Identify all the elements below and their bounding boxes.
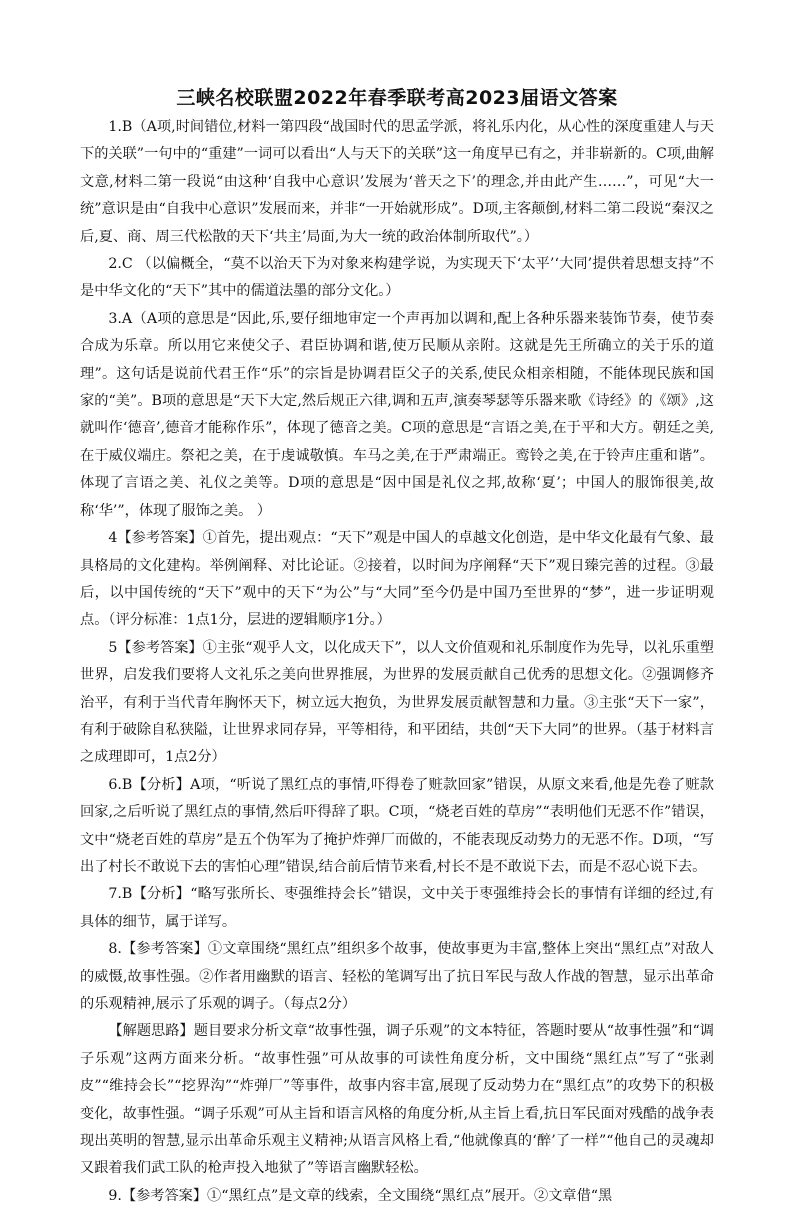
answer-paragraph: 9.【参考答案】①“黑红点”是文章的线索，全文围绕“黑红点”展开。②文章借“黑 [108,1187,613,1204]
answer-paragraph: 2.C （以偏概全，“莫不以治天下为对象来构建学说，为实现天下‘太平’‘大同’提供着思想支持”不是中华文化的“天下”其中的儒道法墨的部分文化。） [80,256,714,300]
answer-paragraph: 4【参考答案】①首先，提出观点：“天下”观是中国人的卓越文化创造，是中华文化最有气象、最具格局的文化建构。举例阐释、对比论证。②接着，以时间为序阐释“天下”观日臻完善的过程。③最后，以中国传统的“天下”观中的天下“为公”与“大同”至今仍是中国乃至世界的“梦”，进一步证明观点。（评分标准：1点1分，层进的逻辑顺序1分。） [80,530,714,629]
answer-paragraph: 8.【参考答案】①文章围绕“黑红点”组织多个故事，使故事更为丰富,整体上突出“黑红点”对敌人的威慑,故事性强。②作者用幽默的语言、轻松的笔调写出了抗日军民与敌人作战的智慧，显示出革命的乐观精神,展示了乐观的调子。（每点2分） [80,941,714,1012]
answer-paragraph: 6.B【分析】A项，“听说了黑红点的事情,吓得卷了赃款回家”错误，从原文来看,他是先卷了赃款回家,之后听说了黑红点的事情,然后吓得辞了职。C项，“烧老百姓的草房”“表明他们无恶不作”错误，文中“烧老百姓的草房”是五个伪军为了掩护炸弹厂而做的，不能表现反动势力的无恶不作。D项，“写出了村长不敢说下去的害怕心理”错误,结合前后情节来看,村长不是不敢说下去，而是不忍心说下去。 [80,776,714,875]
document-title: 三峡名校联盟2022年春季联考高2023届语文答案 [176,87,618,109]
answer-paragraph: 1.B（A项,时间错位,材料一第四段“战国时代的思孟学派，将礼乐内化，从心性的深度重建人与天下的关联”一句中的“重建”一词可以看出“人与天下的关联”这一角度早已有之，并非崭新的。C项,曲解文意,材料二第一段说“由这种‘自我中心意识’发展为‘普天之下’的理念,并由此产生……”，可见“大一统”意识是由“自我中心意识”发展而来，并非“一开始就形成”。D项,主客颠倒,材料二第二段说“秦汉之后,夏、商、周三代松散的天下‘共主’局面,为大一统的政治体制所取代”。） [80,119,714,245]
answer-paragraph: 3.A（A项的意思是“因此,乐,要仔细地审定一个声再加以调和,配上各种乐器来装饰节奏，使节奏合成为乐章。所以用它来使父子、君臣协调和谐,使万民顺从亲附。这就是先王所确立的关于乐的道理”。这句话是说前代君王作“乐”的宗旨是协调君臣父子的关系,使民众相亲相随，不能体现民族和国家的“美”。B项的意思是“天下大定,然后规正六律,调和五声,演奏琴瑟等乐器来歌《诗经》的《颂》,这就叫作‘德音’,德音才能称作乐”，体现了德音之美。C项的意思是“言语之美,在于平和大方。朝廷之美,在于威仪端庄。祭祀之美，在于虔诚敬慎。车马之美,在于严肃端正。鸾铃之美,在于铃声庄重和谐”。体现了言语之美、礼仪之美等。D项的意思是“因中国是礼仪之邦,故称‘夏’；中国人的服饰很美,故称‘华’”，体现了服饰之美。 ） [80,310,714,519]
answer-body [80,114,714,1210]
answer-paragraph: 【解题思路】题目要求分析文章“故事性强，调子乐观”的文本特征，答题时要从“故事性强”和“调子乐观”这两方面来分析。“故事性强”可从故事的可读性角度分析，文中围绕“黑红点”写了“张剥皮”“维持会长”“挖界沟”“炸弹厂”等事件，故事内容丰富,展现了反动势力在“黑红点”的攻势下的积极变化，故事性强。“调子乐观”可从主旨和语言风格的角度分析,从主旨上看,抗日军民面对残酷的战争表现出英明的智慧,显示出革命乐观主义精神;从语言风格上看,“他就像真的‘醉’了一样”“他自己的灵魂却又跟着我们武工队的枪声投入地狱了”等语言幽默轻松。 [80,1023,714,1177]
answer-paragraph: 7.B【分析】“略写张所长、枣强维持会长”错误，文中关于枣强维持会长的事情有详细的经过,有具体的细节，属于详写。 [80,886,714,930]
answer-paragraph: 5【参考答案】①主张“观乎人文，以化成天下”，以人文价值观和礼乐制度作为先导，以礼乐重塑世界，启发我们要将人文礼乐之美向世界推展，为世界的发展贡献自己优秀的思想文化。②强调修齐治平，有利于当代青年胸怀天下，树立远大抱负，为世界发展贡献智慧和力量。③主张“天下一家”，有利于破除自私狭隘，让世界求同存异，平等相待，和平团结，共创“天下大同”的世界。（基于材料言之成理即可，1点2分） [80,639,714,766]
